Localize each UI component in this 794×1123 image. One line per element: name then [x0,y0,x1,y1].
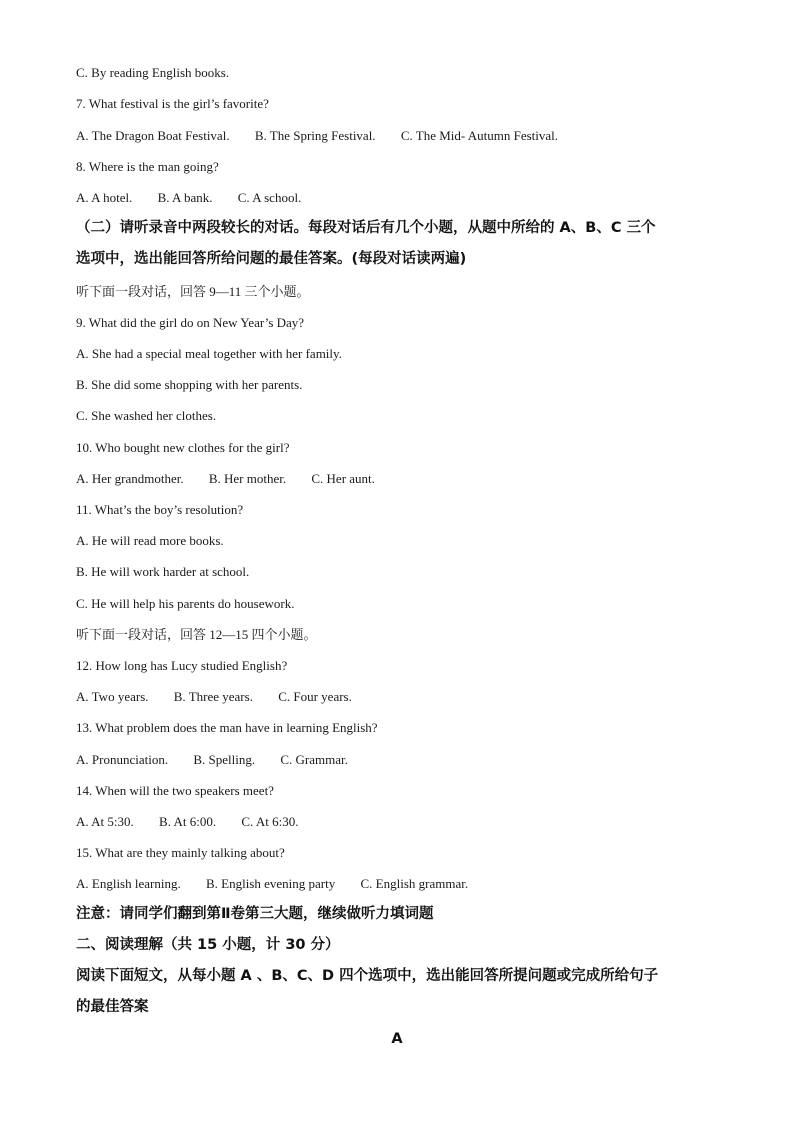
q9-option-b: B. She did some shopping with her parents. [76,377,303,392]
section-2-instruction-line2: 选项中，选出能回答所给问题的最佳答案。(每段对话读两遍) [76,251,467,267]
q12-option-c: C. Four years. [278,689,352,704]
q10-question: 10. Who bought new clothes for the girl? [76,440,290,455]
q13-options [76,752,348,768]
q13-option-b: B. Spelling. [193,752,256,767]
q8-options [76,190,301,206]
q6-option-c: C. By reading English books. [76,65,230,80]
q9-option-a: A. She had a special meal together with her family. [76,346,342,361]
q8-option-a: A. A hotel. [76,190,133,205]
q10-options [76,471,375,487]
q15-option-a: A. English learning. [76,876,181,891]
q10-option-a: A. Her grandmother. [76,471,184,486]
q7-option-a: A. The Dragon Boat Festival. [76,128,230,143]
q11-option-c: C. He will help his parents do housework. [76,596,295,611]
q9-option-c: C. She washed her clothes. [76,408,217,423]
q8-question: 8. Where is the man going? [76,159,219,174]
q13-option-a: A. Pronunciation. [76,752,169,767]
reading-instruction-line2: 的最佳答案 [76,999,149,1015]
q14-option-a: A. At 5:30. [76,814,134,829]
q8-option-c: C. A school. [237,190,302,205]
q14-option-b: B. At 6:00. [159,814,217,829]
q11-question: 11. What’s the boy’s resolution? [76,502,244,517]
q10-option-c: C. Her aunt. [311,471,375,486]
notice-line: 注意：请同学们翻到第Ⅱ卷第三大题，继续做听力填词题 [76,906,434,922]
q13-option-c: C. Grammar. [280,752,348,767]
q14-question: 14. When will the two speakers meet? [76,783,274,798]
q15-question: 15. What are they mainly talking about? [76,845,285,860]
q12-options [76,689,352,705]
q14-options [76,814,298,830]
q10-option-b: B. Her mother. [208,471,287,486]
q14-option-c: C. At 6:30. [241,814,299,829]
q12-option-a: A. Two years. [76,689,149,704]
section-2-instruction-line1: （二）请听录音中两段较长的对话。每段对话后有几个小题，从题中所给的 A、B、C 三个 [76,220,656,236]
q7-option-b: B. The Spring Festival. [254,128,376,143]
dialogue-intro-12-15: 听下面一段对话，回答 12—15 四个小题。 [76,627,317,642]
q15-option-b: B. English evening party [205,876,336,891]
reading-instruction-line1: 阅读下面短文，从每小题 A 、B、C、D 四个选项中，选出能回答所提问题或完成所给句子 [76,968,659,984]
q7-question: 7. What festival is the girl’s favorite? [76,96,269,111]
q12-option-b: B. Three years. [173,689,253,704]
q9-question: 9. What did the girl do on New Year’s Day? [76,315,305,330]
q7-option-c: C. The Mid- Autumn Festival. [400,128,559,143]
reading-section-title: 二、阅读理解（共 15 小题，计 30 分） [76,937,340,953]
passage-label-a: A [391,1031,403,1047]
q11-option-b: B. He will work harder at school. [76,564,250,579]
q12-question: 12. How long has Lucy studied English? [76,658,288,673]
q15-options [76,876,468,892]
q11-option-a: A. He will read more books. [76,533,224,548]
q13-question: 13. What problem does the man have in learning English? [76,720,378,735]
q15-option-c: C. English grammar. [360,876,469,891]
q8-option-b: B. A bank. [157,190,213,205]
q7-options [76,128,558,144]
dialogue-intro-9-11: 听下面一段对话，回答 9—11 三个小题。 [76,284,310,299]
